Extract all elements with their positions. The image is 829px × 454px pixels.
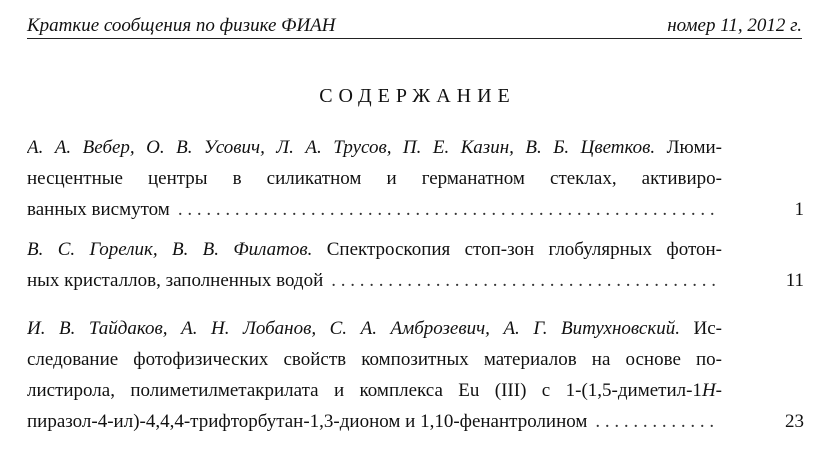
- leader-dots: [178, 194, 720, 225]
- toc-entry-1[interactable]: [27, 132, 722, 225]
- issue-info: номер 11, 2012 г.: [667, 15, 802, 36]
- entry-title-part: Ис-: [693, 318, 722, 339]
- journal-name: Краткие сообщения по физике ФИАН: [27, 15, 336, 36]
- leader-dots: [331, 265, 720, 296]
- contents-title: СОДЕРЖАНИЕ: [319, 85, 516, 107]
- entry-authors: А. А. Вебер, О. В. Усович, Л. А. Трусов, П. Е. Казин, В. Б. Цветков.: [27, 137, 656, 158]
- entry-line: [27, 132, 722, 163]
- entry-line: [27, 265, 722, 296]
- entry-title-part: листирола, полиметилметакрилата и комплекса Eu (III) с 1-(1,5-диметил-1: [27, 380, 702, 401]
- entry-page-number[interactable]: 11: [785, 270, 804, 291]
- entry-line: несцентные центры в силикатном и германатном стеклах, активиро-: [27, 168, 722, 189]
- entry-title-part: пиразол-4-ил)-4,4,4-трифторбутан-1,3-дионом и 1,10-фенантролином: [27, 411, 588, 432]
- entry-title-part: H: [701, 380, 716, 401]
- running-header: [27, 14, 802, 39]
- leader-dots: [595, 406, 720, 437]
- toc-entry-3[interactable]: [27, 313, 722, 437]
- entry-line: следование фотофизических свойств композитных материалов на основе по-: [27, 349, 722, 370]
- entry-line: [27, 194, 722, 225]
- entry-line: [27, 406, 722, 437]
- entry-title-part: ванных висмутом: [27, 199, 170, 220]
- entry-title-part: -: [715, 380, 722, 401]
- entry-line: [27, 234, 722, 265]
- entry-authors: В. С. Горелик, В. В. Филатов.: [27, 239, 313, 260]
- entry-authors: И. В. Тайдаков, А. Н. Лобанов, С. А. Амброзевич, А. Г. Витухновский.: [27, 318, 680, 339]
- entry-title-part: ных кристаллов, заполненных водой: [27, 270, 324, 291]
- entry-line: [27, 313, 722, 344]
- toc-entry-2[interactable]: [27, 234, 722, 296]
- entry-line: [27, 375, 722, 406]
- entry-page-number[interactable]: 23: [785, 411, 804, 432]
- entry-title-part: Спектроскопия стоп-зон глобулярных фотон-: [326, 239, 722, 260]
- entry-title-part: Люми-: [666, 137, 722, 158]
- entry-page-number[interactable]: 1: [794, 199, 804, 220]
